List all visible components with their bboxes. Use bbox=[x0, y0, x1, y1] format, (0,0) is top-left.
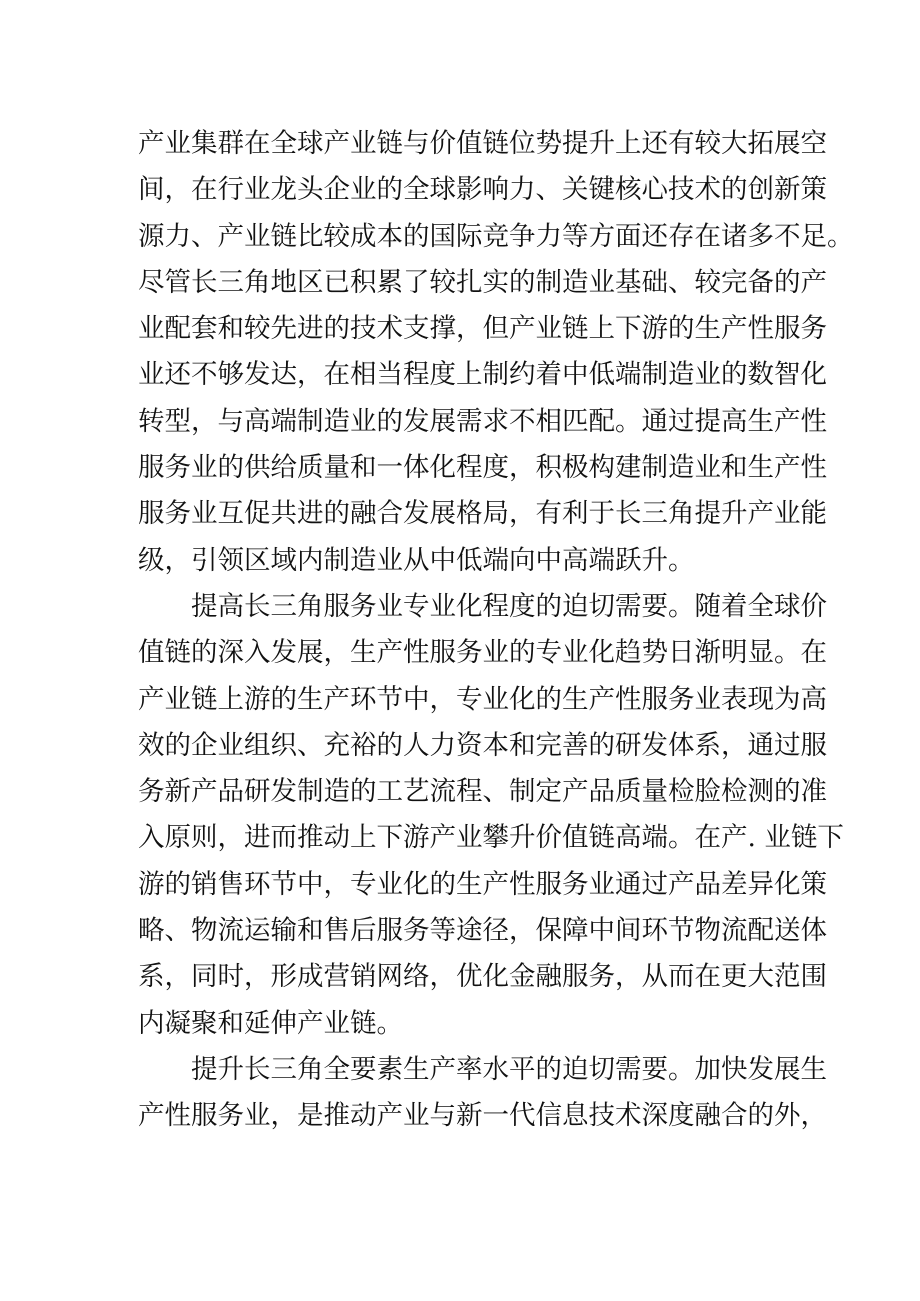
paragraph bbox=[138, 584, 844, 1047]
text-line: 略、物流运输和售后服务等途径，保障中间环节物流配送体 bbox=[138, 915, 827, 947]
text-line: 服务业的供给质量和一体化程度，积极构建制造业和生产性 bbox=[138, 452, 827, 484]
text-line: 务新产品研发制造的工艺流程、制定产品质量检脸检测的准 bbox=[138, 776, 827, 808]
text-line: 转型，与高端制造业的发展需求不相匹配。通过提高生产性 bbox=[138, 405, 827, 437]
text-line: 业配套和较先进的技术支撑，但产业链上下游的生产性服务 bbox=[138, 313, 827, 345]
text-line: 提升长三角全要素生产率水平的迫切需要。加快发展生 bbox=[191, 1053, 827, 1085]
text-line: 系，同时，形成营销网络，优化金融服务，从而在更大范围 bbox=[138, 961, 827, 993]
text-line: 级，引领区域内制造业从中低端向中高端跃升。 bbox=[138, 544, 695, 576]
text-line: 业还不够发达，在相当程度上制约着中低端制造业的数智化 bbox=[138, 359, 827, 391]
text-line: 效的企业组织、充裕的人力资本和完善的研发体系，通过服 bbox=[138, 729, 827, 761]
text-line: 间，在行业龙头企业的全球影响力、关键核心技术的创新策 bbox=[138, 174, 827, 206]
text-line: 提高长三角服务业专业化程度的迫切需要。随着全球价 bbox=[191, 590, 827, 622]
text-line: 游的销售环节中，专业化的生产性服务业通过产品差异化策 bbox=[138, 868, 827, 900]
paragraph bbox=[138, 121, 854, 584]
text-line: 入原则，进而推动上下游产业攀升价值链高端。在产. 业链下 bbox=[138, 822, 844, 854]
text-line: 内凝聚和延伸产业链。 bbox=[138, 1007, 403, 1039]
paragraph bbox=[138, 1047, 827, 1140]
text-line: 值链的深入发展，生产性服务业的专业化趋势日渐明显。在 bbox=[138, 637, 827, 669]
text-line: 源力、产业链比较成本的国际竞争力等方面还存在诸多不足。 bbox=[138, 220, 854, 252]
document-body bbox=[138, 121, 854, 1140]
text-line: 产性服务业，是推动产业与新一代信息技术深度融合的外， bbox=[138, 1100, 827, 1132]
text-line: 产业集群在全球产业链与价值链位势提升上还有较大拓展空 bbox=[138, 128, 827, 159]
text-line: 服务业互促共进的融合发展格局，有利于长三角提升产业能 bbox=[138, 498, 827, 530]
text-line: 产业链上游的生产环节中，专业化的生产性服务业表现为高 bbox=[138, 683, 827, 715]
text-line: 尽管长三角地区已积累了较扎实的制造业基础、较完备的产 bbox=[138, 266, 827, 298]
